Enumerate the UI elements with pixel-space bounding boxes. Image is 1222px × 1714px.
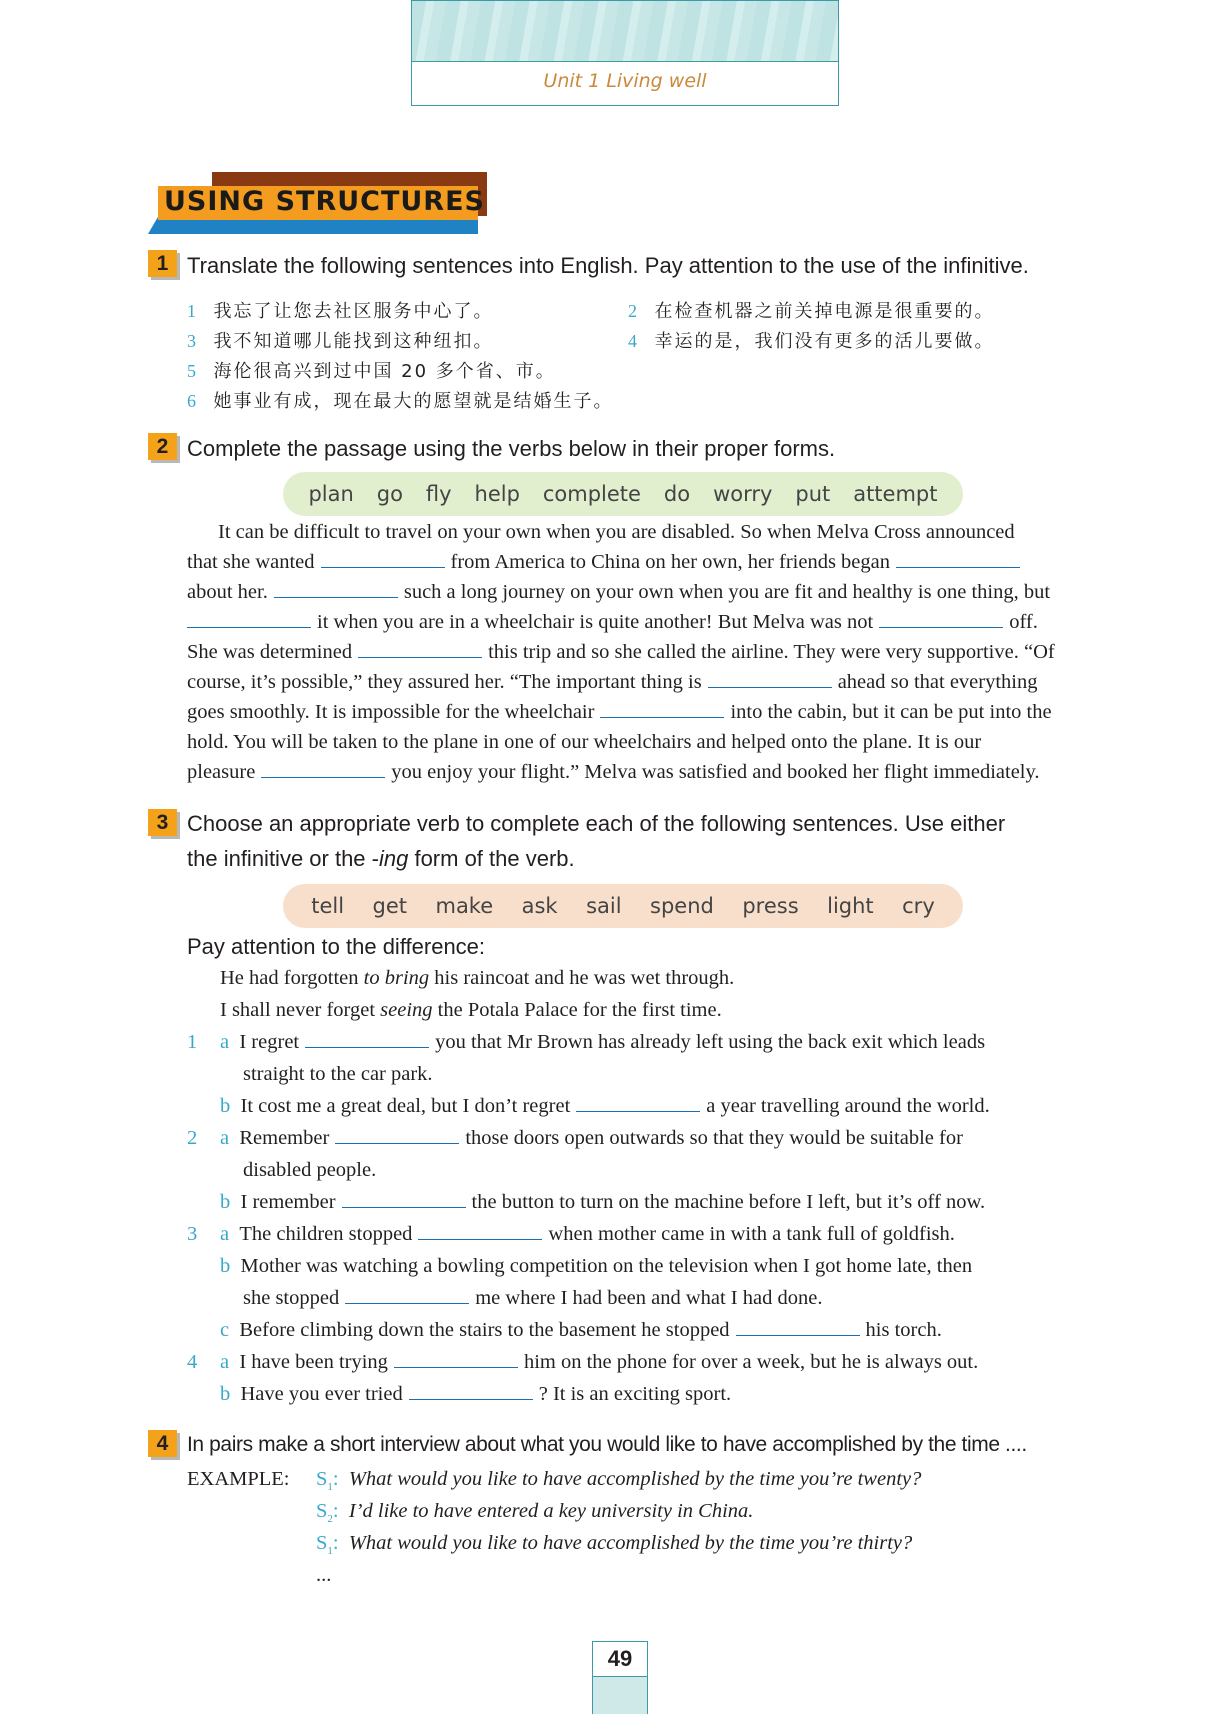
header-water-image xyxy=(412,1,838,62)
exercise-4-number: 4 xyxy=(148,1430,177,1457)
answer-blank[interactable] xyxy=(896,566,1020,568)
exercise-3-number: 3 xyxy=(148,809,177,836)
word: ask xyxy=(521,894,558,918)
ex1-item-3: 3 我不知道哪儿能找到这种纽扣。 xyxy=(187,331,494,352)
word: fly xyxy=(425,482,452,506)
ex3-word-box xyxy=(283,884,963,928)
ex1-item-5: 5 海伦很高兴到过中国 20 多个省、市。 xyxy=(187,361,556,382)
word: do xyxy=(663,482,691,506)
word: plan xyxy=(308,482,354,506)
answer-blank[interactable] xyxy=(600,716,724,718)
passage-line: course, it’s possible,” they assured her. “The important thing is ahead so that everything xyxy=(187,671,1038,693)
interview-line: $S_1$: What would you like to have accomplished by the time you’re twenty? xyxy=(316,1468,922,1494)
page-number-box xyxy=(592,1641,648,1714)
exercise-3-instruction-2: the infinitive or the -ing form of the verb. xyxy=(187,846,575,871)
answer-blank[interactable] xyxy=(187,626,311,628)
passage-line: It can be difficult to travel on your own when you are disabled. So when Melva Cross announced xyxy=(218,521,1015,543)
section-title: USING STRUCTURES xyxy=(164,186,485,217)
ex3-item: b I remember the button to turn on the machine before I left, but it’s off now. xyxy=(220,1191,986,1213)
passage-line: hold. You will be taken to the plane in one of our wheelchairs and helped onto the plane. It is our xyxy=(187,731,982,753)
ex3-item: she stopped me where I had been and what I had done. xyxy=(243,1287,823,1309)
exercise-4-instruction: In pairs make a short interview about what you would like to have accomplished by the time .... xyxy=(187,1433,1027,1456)
ex3-item: b It cost me a great deal, but I don’t regret a year travelling around the world. xyxy=(220,1095,990,1117)
answer-blank[interactable] xyxy=(335,1142,459,1144)
passage-line: about her. such a long journey on your own when you are fit and healthy is one thing, but xyxy=(187,581,1051,603)
exercise-1-instruction: Translate the following sentences into English. Pay attention to the use of the infinitive. xyxy=(187,253,1029,278)
ex3-item: a I regret you that Mr Brown has already left using the back exit which leads xyxy=(220,1031,986,1053)
ex3-item: 2 xyxy=(187,1127,198,1149)
exercise-2-instruction: Complete the passage using the verbs below in their proper forms. xyxy=(187,436,836,461)
ex3-item: b Mother was watching a bowling competition on the television when I got home late, then xyxy=(220,1255,973,1277)
answer-blank[interactable] xyxy=(345,1302,469,1304)
word: cry xyxy=(902,894,935,918)
answer-blank[interactable] xyxy=(879,626,1003,628)
exercise-1-number: 1 xyxy=(148,250,177,277)
word: get xyxy=(372,894,408,918)
passage-line: pleasure you enjoy your flight.” Melva was satisfied and booked her flight immediately. xyxy=(187,761,1040,783)
ex3-item: a I have been trying him on the phone for over a week, but he is always out. xyxy=(220,1351,979,1373)
word: attempt xyxy=(853,482,938,506)
ex1-item-4: 4 幸运的是，我们没有更多的活儿要做。 xyxy=(628,331,995,352)
word: make xyxy=(435,894,494,918)
passage-line: it when you are in a wheelchair is quite another! But Melva was not off. xyxy=(187,611,1038,634)
word: spend xyxy=(650,894,714,918)
word: worry xyxy=(713,482,773,506)
answer-blank[interactable] xyxy=(274,596,398,598)
ex3-item: c Before climbing down the stairs to the basement he stopped his torch. xyxy=(220,1319,942,1341)
answer-blank[interactable] xyxy=(358,656,482,658)
word: press xyxy=(742,894,799,918)
word: light xyxy=(827,894,874,918)
example-sentence-2: I shall never forget seeing the Potala Palace for the first time. xyxy=(220,999,722,1021)
answer-blank[interactable] xyxy=(394,1366,518,1368)
ex3-item: 4 xyxy=(187,1351,198,1373)
ex1-item-1: 1 我忘了让您去社区服务中心了。 xyxy=(187,301,494,322)
unit-label: Unit 1 Living well xyxy=(543,70,707,92)
interview-line: $S_1$: What would you like to have accomplished by the time you’re thirty? xyxy=(316,1532,913,1558)
ex3-item: a The children stopped when mother came in with a tank full of goldfish. xyxy=(220,1223,955,1245)
answer-blank[interactable] xyxy=(305,1046,429,1048)
answer-blank[interactable] xyxy=(736,1334,860,1336)
word: help xyxy=(474,482,520,506)
ex3-item: 1 xyxy=(187,1031,198,1053)
difference-label: Pay attention to the difference: xyxy=(187,934,486,959)
ex2-word-box xyxy=(283,472,963,516)
word: sail xyxy=(586,894,622,918)
page-number: 49 xyxy=(593,1642,647,1677)
exercise-3-instruction-1: Choose an appropriate verb to complete each of the following sentences. Use either xyxy=(187,811,1006,836)
interview-line: $S_2$: I’d like to have entered a key university in China. xyxy=(316,1500,754,1526)
ex1-item-2: 2 在检查机器之前关掉电源是很重要的。 xyxy=(628,301,995,322)
passage-line: goes smoothly. It is impossible for the wheelchair into the cabin, but it can be put into the xyxy=(187,701,1052,723)
example-sentence-1: He had forgotten to bring his raincoat and he was wet through. xyxy=(220,967,735,989)
word: complete xyxy=(542,482,641,506)
header-banner xyxy=(411,0,839,106)
passage-line: She was determined this trip and so she called the airline. They were very supportive. “Of xyxy=(187,641,1055,663)
word: tell xyxy=(311,894,345,918)
ex1-item-6: 6 她事业有成，现在最大的愿望就是结婚生子。 xyxy=(187,391,614,412)
ex3-item: b Have you ever tried ? It is an exciting sport. xyxy=(220,1383,732,1405)
word: go xyxy=(376,482,403,506)
ellipsis: ... xyxy=(316,1564,332,1586)
exercise-2-number: 2 xyxy=(148,433,177,460)
answer-blank[interactable] xyxy=(342,1206,466,1208)
answer-blank[interactable] xyxy=(261,776,385,778)
word: put xyxy=(795,482,831,506)
answer-blank[interactable] xyxy=(321,566,445,568)
ex3-item: 3 xyxy=(187,1223,198,1245)
answer-blank[interactable] xyxy=(708,686,832,688)
ex3-item: a Remember those doors open outwards so that they would be suitable for xyxy=(220,1127,963,1149)
answer-blank[interactable] xyxy=(576,1110,700,1112)
section-title-banner xyxy=(148,172,488,234)
example-label: EXAMPLE: xyxy=(187,1468,290,1490)
answer-blank[interactable] xyxy=(409,1398,533,1400)
ex3-item: straight to the car park. xyxy=(243,1063,433,1085)
answer-blank[interactable] xyxy=(418,1238,542,1240)
passage-line: that she wanted from America to China on her own, her friends began xyxy=(187,551,1026,574)
ex3-item: disabled people. xyxy=(243,1159,377,1181)
